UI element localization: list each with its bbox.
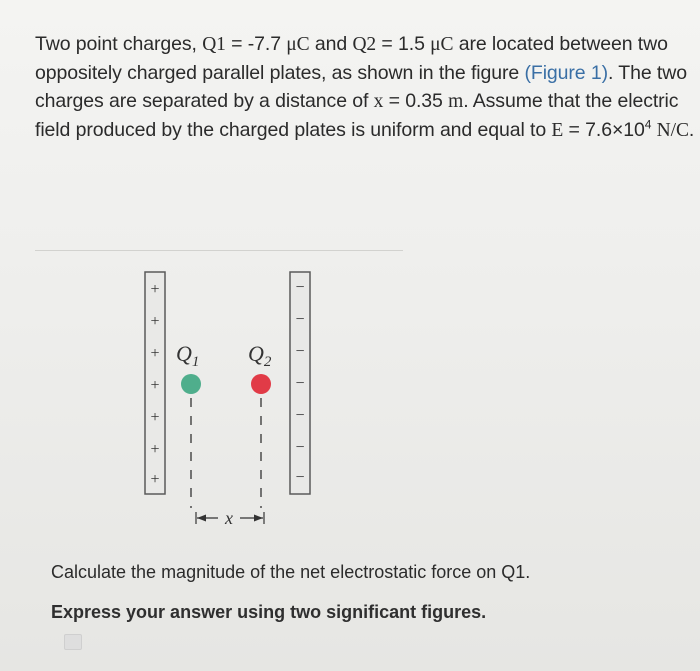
minus-sign: − <box>295 279 305 296</box>
plus-sign: + <box>150 409 160 426</box>
minus-sign: − <box>295 311 305 328</box>
minus-sign: − <box>295 439 305 456</box>
answer-template-icon[interactable] <box>64 634 82 650</box>
q1-symbol: Q1 <box>202 34 226 55</box>
figure-1 <box>140 268 320 538</box>
unit-microcoulomb: μC <box>430 34 454 55</box>
problem-text: = 1.5 <box>376 33 431 55</box>
minus-sign: − <box>295 469 305 486</box>
parallel-plates-diagram <box>140 268 320 538</box>
plus-sign: + <box>150 471 160 488</box>
minus-sign: − <box>295 343 305 360</box>
minus-sign: − <box>295 375 305 392</box>
figure-link[interactable]: (Figure 1) <box>524 62 609 84</box>
q2-symbol: Q2 <box>352 34 377 55</box>
unit-meter: m <box>448 91 464 112</box>
problem-text: Two point charges, <box>35 33 203 55</box>
problem-text: = 7.6×10 <box>563 119 645 141</box>
problem-text: . Assume that the electric field produced by the charged plates is uniform and equal to <box>35 90 679 141</box>
q2-charge <box>251 374 271 394</box>
x-variable: x <box>373 91 384 112</box>
problem-statement <box>35 30 695 145</box>
problem-text: = 0.35 <box>383 90 449 112</box>
problem-text: = -7.7 <box>225 33 287 55</box>
plus-sign: + <box>150 441 160 458</box>
q1-label: $Q_1$ <box>176 341 200 370</box>
problem-text: . <box>688 119 695 141</box>
problem-text: and <box>309 33 353 55</box>
x-label: x <box>225 508 233 528</box>
e-variable: E <box>551 120 564 141</box>
plus-sign: + <box>150 281 160 298</box>
minus-sign: − <box>295 407 305 424</box>
plus-sign: + <box>150 377 160 394</box>
unit-newton-per-coulomb: N/C <box>656 120 689 141</box>
exponent: 4 <box>644 117 652 132</box>
q2-label: $Q_2$ <box>248 341 272 370</box>
plus-sign: + <box>150 345 160 362</box>
instruction-text: Express your answer using two significant figures. <box>51 602 487 622</box>
q1-charge <box>181 374 201 394</box>
question-text: Calculate the magnitude of the net electrostatic force on Q1. <box>51 562 531 582</box>
section-divider <box>35 250 403 251</box>
problem-text: . The two charges are separated by a distance of <box>35 62 687 112</box>
unit-microcoulomb: μC <box>286 34 310 55</box>
plus-sign: + <box>150 313 160 330</box>
problem-text: are located between two oppositely charged parallel plates, as shown in the figure <box>35 33 668 84</box>
